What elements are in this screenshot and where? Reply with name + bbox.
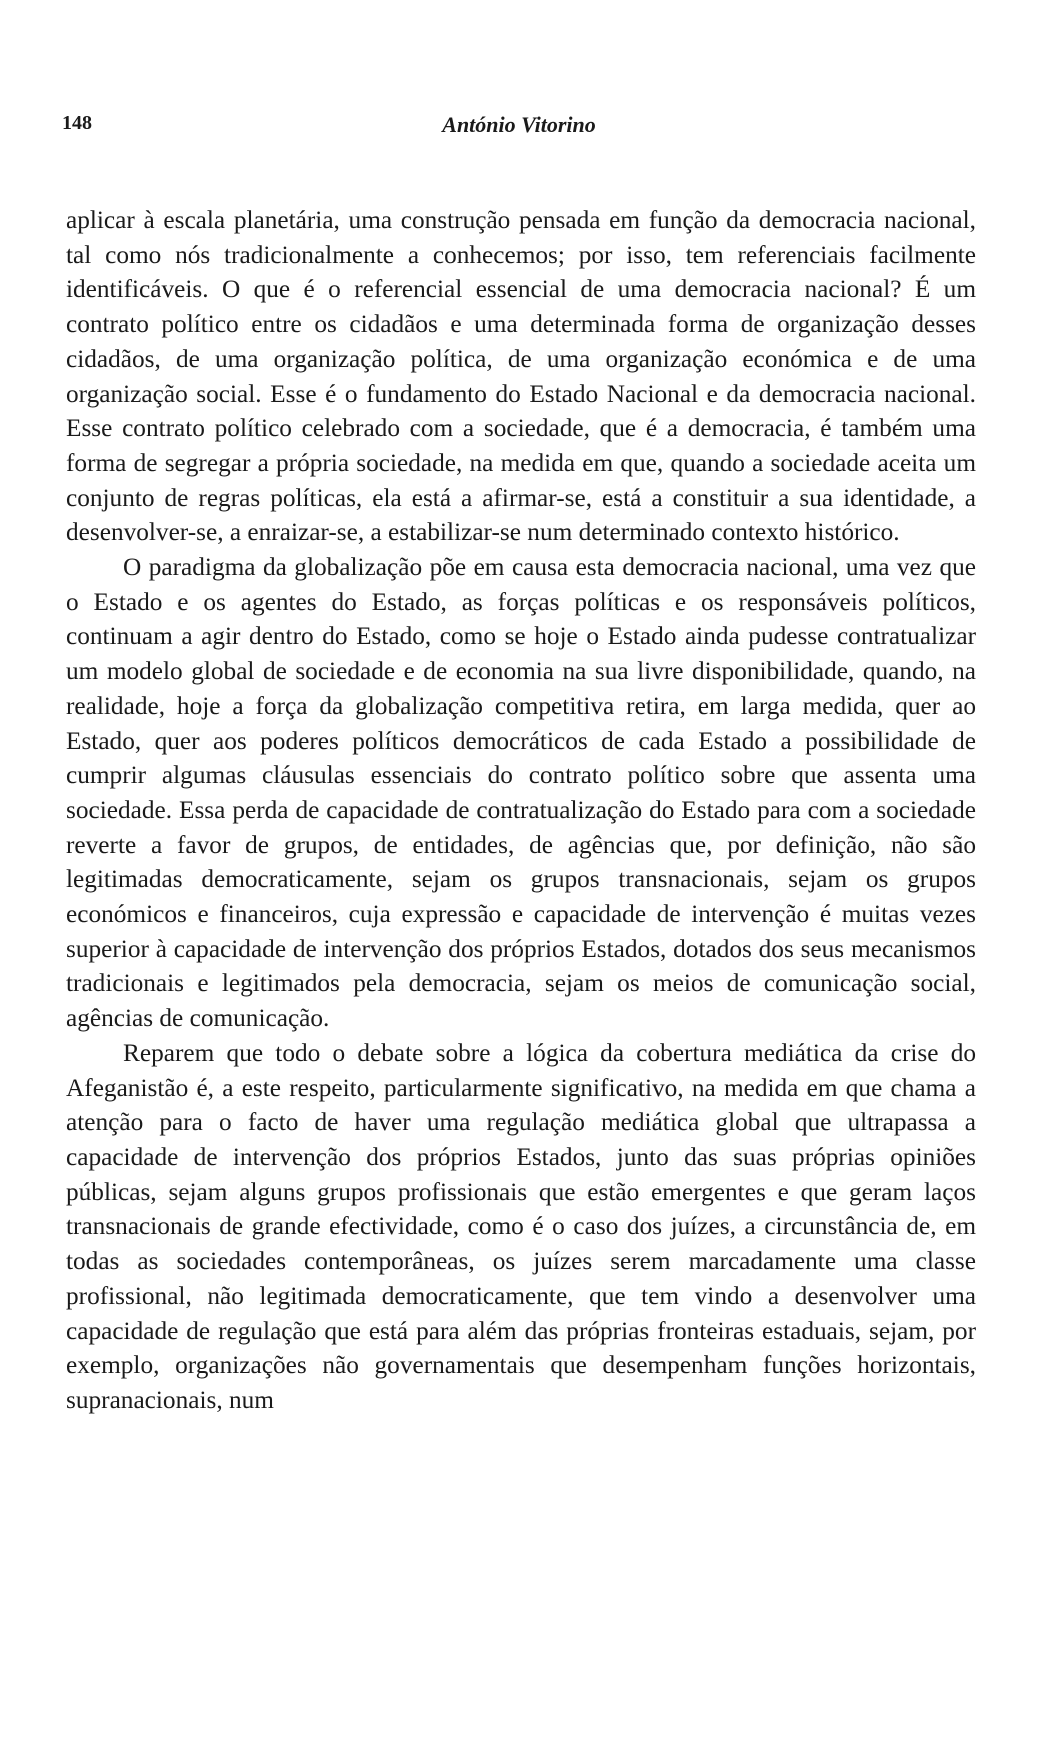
page-number: 148 <box>62 112 92 134</box>
paragraph-2: O paradigma da globalização põe em causa esta democracia nacional, uma vez que o Estado e os agentes do Estado, as forças políticas e os responsáveis políticos, continuam a agir dentro do Estado, como se hoje o Estado ainda pudesse contratualizar um modelo global de sociedade e de economia na sua livre disponibilidade, quando, na realidade, hoje a força da globalização competitiva retira, em larga medida, quer ao Estado, quer aos poderes políticos democráticos de cada Estado a possibilidade de cumprir algumas cláusulas essenciais do contrato político sobre que assenta uma sociedade. Essa perda de capacidade de contratualização do Estado para com a sociedade reverte a favor de grupos, de entidades, de agências que, por definição, não são legitimadas democraticamente, sejam os grupos transnacionais, sejam os grupos económicos e financeiros, cuja expressão e capacidade de intervenção é muitas vezes superior à capacidade de intervenção dos próprios Estados, dotados dos seus mecanismos tradicionais e legitimados pela democracia, sejam os meios de comunicação social, agências de comunicação. <box>66 553 976 1033</box>
running-title: António Vitorino <box>442 112 596 137</box>
body-text <box>66 203 976 1418</box>
paragraph-3: Reparem que todo o debate sobre a lógica da cobertura mediática da crise do Afeganistão é, a este respeito, particularmente significativo, na medida em que chama a atenção para o facto de haver uma regulação mediática global que ultrapassa a capacidade de intervenção dos próprios Estados, junto das suas próprias opiniões públicas, sejam alguns grupos profissionais que estão emergentes e que geram laços transnacionais de grande efectividade, como é o caso dos juízes, a circunstância de, em todas as sociedades contemporâneas, os juízes serem marcadamente uma classe profissional, não legitimada democraticamente, que tem vindo a desenvolver uma capacidade de regulação que está para além das próprias fronteiras estaduais, sejam, por exemplo, organizações não governamentais que desempenham funções horizontais, supranacionais, num <box>66 1038 976 1414</box>
paragraph-1: aplicar à escala planetária, uma construção pensada em função da democracia nacional, tal como nós tradicionalmente a conhecemos; por isso, tem referenciais facilmente identificáveis. O que é o referencial essencial de uma democracia nacional? É um contrato político entre os cidadãos e uma determinada forma de organização desses cidadãos, de uma organização política, de uma organização económica e de uma organização social. Esse é o fundamento do Estado Nacional e da democracia nacional. Esse contrato político celebrado com a sociedade, que é a democracia, é também uma forma de segregar a própria sociedade, na medida em que, quando a sociedade aceita um conjunto de regras políticas, ela está a afirmar-se, está a constituir a sua identidade, a desenvolver-se, a enraizar-se, a estabilizar-se num determinado contexto histórico. <box>66 206 976 547</box>
running-head <box>62 112 976 142</box>
